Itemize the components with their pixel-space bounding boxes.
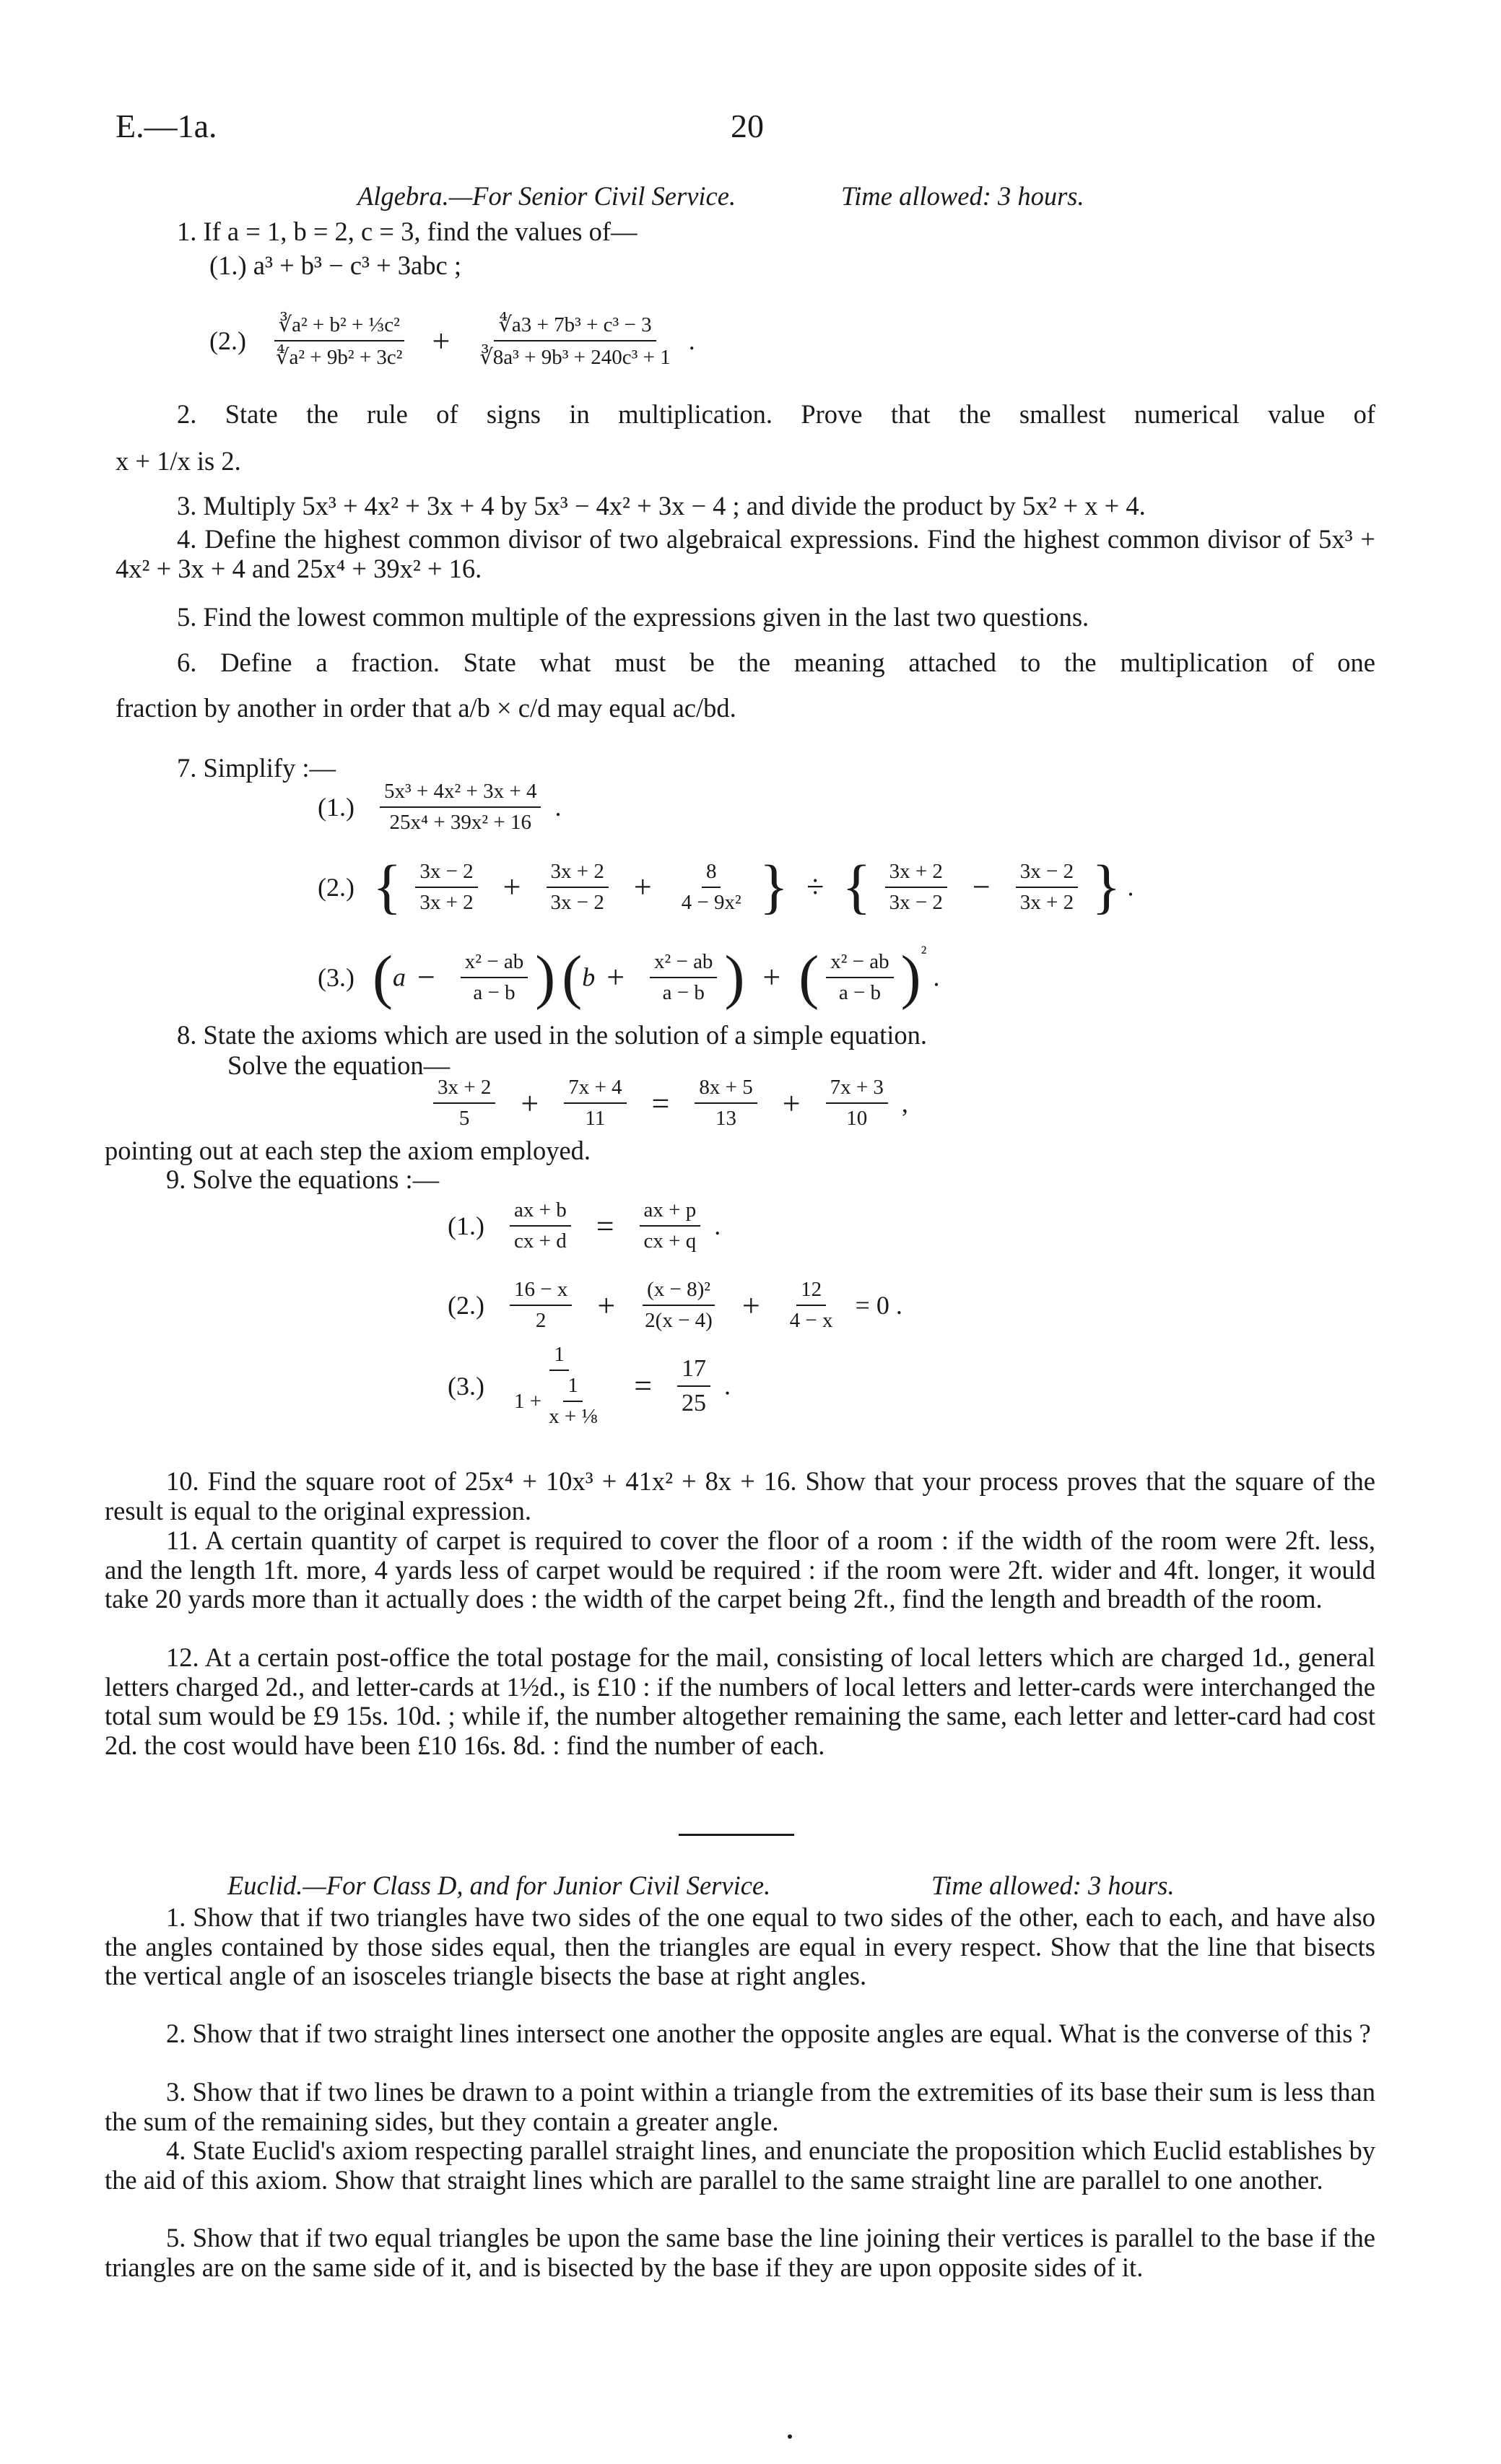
numerator: 8x + 5 — [695, 1076, 757, 1104]
numerator: 3x + 2 — [547, 860, 609, 888]
denominator: 25 — [682, 1389, 707, 1416]
euclid-q2: 2. Show that if two straight lines intersect one another the opposite angles are equal. What is the converse of this ? — [166, 2019, 1371, 2048]
algebra-q12: 12. At a certain post-office the total postage for the mail, consisting of local letters which are charged 1d., general letters charged 2d., and letter-cards at 1½d., is £10 : if the numbers of local letters and letter-cards were interchanged the total sum would be £9 15s. 10d. ; while if, the number altogether remaining the same, each letter and letter-card had cost 2d. the cost would have been £10 16s. 8d. : find the number of each. — [105, 1642, 1375, 1760]
denominator: cx + d — [513, 1229, 567, 1253]
algebra-q7-part3: (3.) (a − $\frac{\text{x² − ab}}{a - b}$ ) (b + $\frac{\text{x² − ab}}{a - b}$ ) + ( $\frac{\text{x² − ab}}{a - b}$ )$^{^2}$ . — [318, 942, 940, 1011]
part-label: (1.) — [318, 793, 354, 822]
algebra-q4: 4. Define the highest common divisor of two algebraical expressions. Find the highest common divisor of 5x³ + 4x² + 3x + 4 and 25x⁴ + 39x² + 16. — [116, 524, 1375, 583]
equation-rhs: = 0 . — [855, 1291, 902, 1320]
euclid-q3: 3. Show that if two lines be drawn to a point within a triangle from the extremities of its base their sum is less than the sum of the remaining sides, but they contain a greater angle. — [105, 2077, 1375, 2136]
section-divider — [679, 1834, 794, 1836]
denominator: 13 — [715, 1107, 737, 1130]
numerator: 8 — [702, 860, 721, 888]
denominator: 25x⁴ + 39x² + 16 — [389, 811, 531, 834]
numerator: 3x + 2 — [885, 860, 947, 888]
denominator: a − b — [473, 980, 515, 1004]
numerator: 1 — [563, 1374, 583, 1402]
denominator: 4 − x — [789, 1309, 833, 1332]
numerator: 7x + 4 — [564, 1076, 626, 1104]
euclid-q1: 1. Show that if two triangles have two sides of the one equal to two sides of the other, each to each, and have also the angles contained by those sides equal, then the triangles are equal in every respect. Show that the line that bisects the vertical angle of an isosceles triangle bisects the base at right angles. — [105, 1902, 1375, 1990]
numerator: ax + b — [510, 1198, 571, 1227]
algebra-q2: 2. State the rule of signs in multiplication. Prove that the smallest numerical value of — [177, 399, 1375, 429]
algebra-q1: 1. If a = 1, b = 2, c = 3, find the values of— — [177, 217, 638, 246]
document-code: E.—1a. — [116, 108, 217, 144]
page-number: 20 — [731, 108, 764, 144]
algebra-q9-part2: (2.) $\frac{16 - x}{2}$ + $\frac{\text{(x − 8)²}}{2(x - 4)}$ + $\frac{12}{4 - x}$ = 0 . — [448, 1278, 902, 1332]
fraction — [475, 312, 674, 370]
algebra-q7: 7. Simplify :— — [177, 753, 336, 783]
numerator: ∜a3 + 7b³ + c³ − 3 — [494, 312, 656, 341]
numerator: x² − ab — [650, 950, 717, 978]
part-label: (1.) — [448, 1211, 484, 1240]
denominator: 3x − 2 — [550, 890, 604, 914]
algebra-q7-part1: (1.) $\frac{\text{5x³ + 4x² + 3x + 4}}{\text{25x⁴ + 39x² + 16}}$ . — [318, 780, 562, 834]
denominator: 10 — [846, 1107, 868, 1130]
denominator: cx + q — [643, 1229, 697, 1253]
numerator: 7x + 3 — [826, 1076, 888, 1104]
fraction — [271, 312, 407, 370]
euclid-heading: Euclid.—For Class D, and for Junior Civil Service. — [227, 1871, 771, 1900]
algebra-q1-part1: (1.) a³ + b³ − c³ + 3abc ; — [209, 251, 461, 280]
numerator: 17 — [677, 1355, 710, 1387]
denominator: 5 — [458, 1107, 470, 1130]
denominator: 3x + 2 — [1019, 890, 1074, 914]
numerator: x² − ab — [826, 950, 893, 978]
numerator: 1 — [549, 1343, 569, 1371]
denominator: 2 — [535, 1309, 547, 1332]
algebra-time-allowed: Time allowed: 3 hours. — [841, 181, 1084, 211]
algebra-heading: Algebra.—For Senior Civil Service. — [357, 181, 736, 211]
algebra-q5: 5. Find the lowest common multiple of the expressions given in the last two questions. — [177, 602, 1089, 632]
numerator: (x − 8)² — [643, 1278, 715, 1306]
denominator: x + ⅛ — [549, 1405, 598, 1428]
euclid-q5: 5. Show that if two equal triangles be upon the same base the line joining their vertices is parallel to the base if the triangles are on the same side of it, and is bisected by the base if they are upon opposite sides of it. — [105, 2223, 1375, 2282]
algebra-q1-part2: (2.) $\frac{\text{∛a² + b² + ⅓c²}}{\text{∜a² + 9b² + 3c²}}$ + $\frac{\text{∜a3 + 7b³ + c³ − 3}}{\text{∛8a³ + 9b³ + 240c³ + 1}}$ . — [209, 313, 695, 369]
euclid-q4: 4. State Euclid's axiom respecting parallel straight lines, and enunciate the proposition which Euclid establishes by the aid of this axiom. Show that straight lines which are parallel to the same straight line are parallel to one another. — [105, 2136, 1375, 2195]
algebra-q9-part3: (3.) 1 1 + $\frac{1}{\text{x + ⅛}}$ = $\frac{17}{25}$ . — [448, 1343, 731, 1428]
algebra-q7-part2: (2.) { $\frac{3x - 2}{3x + 2}$ + $\frac{3x + 2}{3x - 2}$ + $\frac{8}{\text{4 − 9x²}}$ } ÷ { $\frac{3x + 2}{3x - 2}$ − $\frac{3x - 2}{3x + 2}$ } . — [318, 853, 1134, 920]
part-label: (2.) — [209, 326, 246, 355]
part-label: (2.) — [318, 872, 354, 902]
algebra-q9-part1: (1.) $\frac{ax + b}{cx + d}$ = $\frac{ax + p}{cx + q}$ . — [448, 1198, 721, 1253]
numerator: 3x − 2 — [1016, 860, 1078, 888]
algebra-q6-line2: fraction by another in order that a/b × c/d may equal ac/bd. — [116, 693, 736, 723]
denominator: ∛8a³ + 9b³ + 240c³ + 1 — [479, 346, 671, 369]
numerator: 5x³ + 4x² + 3x + 4 — [380, 780, 541, 808]
part-label: (3.) — [448, 1371, 484, 1401]
algebra-q8-line1: 8. State the axioms which are used in the solution of a simple equation. — [177, 1020, 928, 1050]
denominator-prefix: 1 + — [513, 1389, 542, 1413]
fraction — [380, 780, 541, 835]
numerator: 3x − 2 — [415, 860, 477, 888]
numerator: ∛a² + b² + ⅓c² — [274, 312, 404, 341]
denominator — [510, 1371, 609, 1429]
numerator: ax + p — [640, 1198, 701, 1227]
denominator: 4 − 9x² — [681, 890, 741, 914]
algebra-q11: 11. A certain quantity of carpet is required to cover the floor of a room : if the width of the room were 2ft. less, and the length 1ft. more, 4 yards less of carpet would be required : if the room were 2ft. wider and 4ft. longer, it would take 20 yards more than it actually does : the width of the carpet being 2ft., find the length and breadth of the room. — [105, 1525, 1375, 1614]
part-label: (2.) — [448, 1291, 484, 1320]
denominator: 3x + 2 — [419, 890, 474, 914]
part-label: (3.) — [318, 962, 354, 992]
algebra-q8-line3: pointing out at each step the axiom employed. — [105, 1136, 591, 1165]
denominator: a − b — [662, 980, 705, 1004]
algebra-q2-expression: x + 1/x is 2. — [116, 446, 241, 476]
algebra-q6-line1: 6. Define a fraction. State what must be the meaning attached to the multiplication of one — [177, 648, 1375, 677]
denominator: 3x − 2 — [889, 890, 943, 914]
numerator: 16 − x — [510, 1278, 572, 1306]
algebra-q10: 10. Find the square root of 25x⁴ + 10x³ + 41x² + 8x + 16. Show that your process proves that the square of the result is equal to the original expression. — [105, 1466, 1375, 1525]
denominator: a − b — [838, 980, 882, 1004]
numerator: x² − ab — [461, 950, 528, 978]
denominator: ∜a² + 9b² + 3c² — [275, 346, 403, 369]
algebra-q8-equation: $\frac{3x + 2}{5}$ + $\frac{7x + 4}{11}$ = $\frac{8x + 5}{13}$ + $\frac{7x + 3}{10}$ , — [426, 1076, 908, 1131]
numerator: 12 — [796, 1278, 826, 1306]
page-dot — [788, 2434, 792, 2439]
denominator: 2(x − 4) — [645, 1309, 713, 1332]
numerator: 3x + 2 — [433, 1076, 495, 1104]
euclid-time-allowed: Time allowed: 3 hours. — [931, 1871, 1175, 1900]
denominator: 11 — [585, 1107, 606, 1130]
algebra-q8-line2: Solve the equation— — [227, 1050, 451, 1080]
algebra-q3: 3. Multiply 5x³ + 4x² + 3x + 4 by 5x³ − 4x² + 3x − 4 ; and divide the product by 5x² + x + 4. — [177, 491, 1146, 521]
algebra-q9: 9. Solve the equations :— — [166, 1164, 440, 1194]
